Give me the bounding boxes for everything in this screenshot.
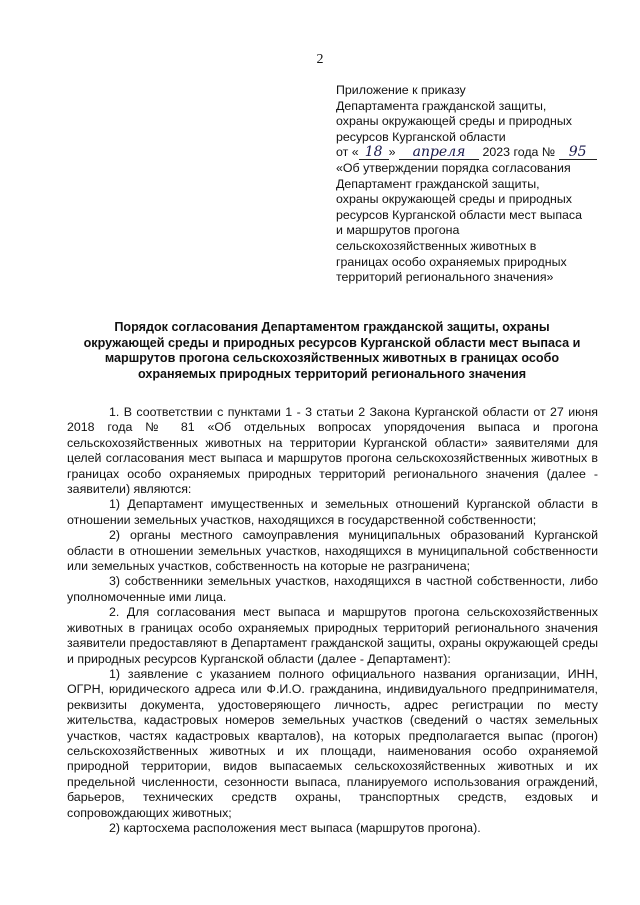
paragraph: 2) картосхема расположения мест выпаса (маршрутов прогона). [109, 820, 481, 835]
paragraph: 3) собственники земельных участков, находящихся в частной собственности, либо уполномоченные ими лица. [67, 574, 598, 604]
appendix-line: ресурсов Курганской области [336, 129, 506, 144]
paragraph: 2) органы местного самоуправления муниципальных образований Курганской области в отношении земельных участков, находящихся в муниципальной собственности или земельных участков, собственность на которые не разграничена; [67, 528, 598, 574]
appendix-header [336, 83, 626, 286]
appendix-line: ресурсов Курганской области мест выпаса [336, 207, 583, 222]
paragraph: 1) Департамент имущественных и земельных отношений Курганской области в отношении земельных участков, находящихся в государственной собственности; [67, 497, 598, 527]
appendix-line: «Об утверждении порядка согласования [336, 160, 571, 175]
paragraph: 1) заявление с указанием полного официального названия организации, ИНН, ОГРН, юридического адреса или Ф.И.О. гражданина, индивидуального предпринимателя, реквизиты документа, удостоверяющего личность, адрес регистрации по месту жительства, кадастровых номеров земельных участков (сведений о частях земельных участков, частях кадастровых кварталов), на которых предполагается выпас (прогон) сельскохозяйственных животных и их площади, наименования особо охраняемой природной территории, видов выпасаемых сельскохозяйственных животных и их предельной численности, сезонности выпаса, планируемого использования ограждений, барьеров, технических средств охраны, транспортных средств, ездовых и сопровождающих животных; [67, 666, 598, 820]
title-line: окружающей среды и природных ресурсов Курганской области мест выпаса и [83, 335, 581, 350]
document-title [62, 320, 602, 382]
date-quote: » [388, 145, 396, 160]
appendix-line: и маршрутов прогона [336, 223, 460, 238]
document-body [67, 405, 598, 836]
page-number: 2 [316, 52, 324, 67]
appendix-line: охраны окружающей среды и природных [336, 114, 572, 129]
appendix-line: границах особо охраняемых природных [336, 254, 567, 269]
date-prefix: от « [336, 145, 359, 160]
handwritten-day: 18 [359, 146, 389, 160]
handwritten-month: апреля [399, 146, 479, 160]
appendix-line: сельскохозяйственных животных в [336, 238, 537, 253]
appendix-line: охраны окружающей среды и природных [336, 192, 572, 207]
paragraph: 1. В соответствии с пунктами 1 - 3 статьи 2 Закона Курганской области от 27 июня 2018 года № 81 «Об отдельных вопросах упорядочения выпаса и прогона сельскохозяйственных животных на территории Курганской области» заявителями для целей согласования мест выпаса и маршрутов прогона сельскохозяйственных животных в границах особо охраняемых природных территорий регионального значения (далее - заявители) являются: [67, 405, 598, 497]
paragraph: 2. Для согласования мест выпаса и маршрутов прогона сельскохозяйственных животных в границах особо охраняемых природных территорий регионального значения заявители предоставляют в Департамент гражданской защиты, охраны окружающей среды и природных ресурсов Курганской области (далее - Департамент): [67, 605, 598, 666]
handwritten-order-number: 95 [559, 146, 597, 160]
appendix-line: Департамент гражданской защиты, [336, 176, 540, 191]
appendix-line: территорий регионального значения» [336, 270, 554, 285]
appendix-line: Приложение к приказу [336, 83, 466, 97]
date-year-text: 2023 года № [482, 145, 556, 160]
appendix-date-line [336, 145, 626, 161]
title-line: Порядок согласования Департаментом гражданской защиты, охраны [114, 320, 550, 334]
appendix-line: Департамента гражданской защиты, [336, 98, 547, 113]
title-line: охраняемых природных территорий регионального значения [137, 366, 527, 381]
title-line: маршрутов прогона сельскохозяйственных животных в границах особо [104, 351, 560, 365]
